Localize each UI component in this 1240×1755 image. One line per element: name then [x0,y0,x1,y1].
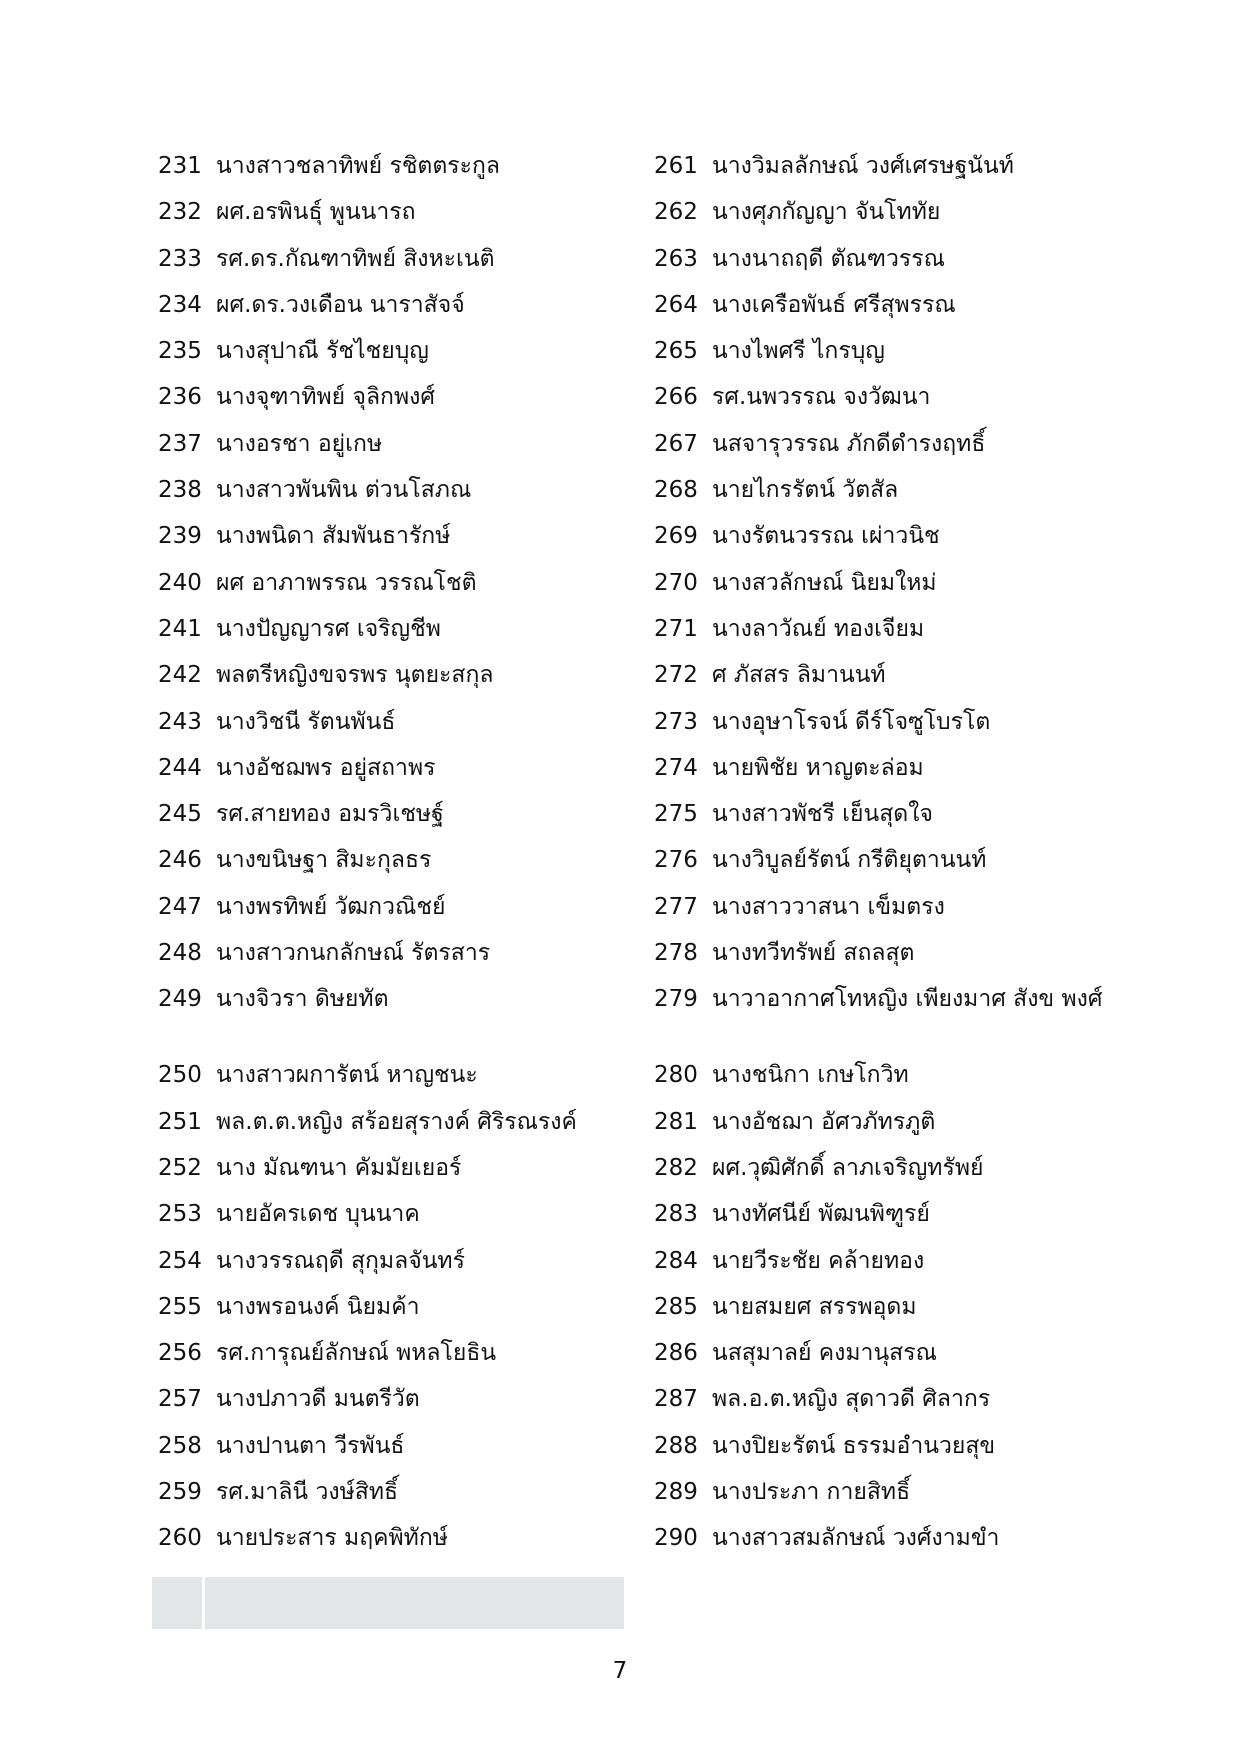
item-number: 285 [654,1293,698,1320]
person-name: นางพนิดา สัมพันธารักษ์ [216,523,451,550]
list-item [654,1247,1124,1293]
list-item [654,661,1124,707]
list-item [158,1200,628,1246]
person-name: นางสาวชลาทิพย์ รชิตตระกูล [216,153,501,179]
item-number: 231 [158,153,202,179]
person-name: นายสมยศ สรรพอุดม [712,1293,917,1320]
item-number: 287 [654,1386,698,1413]
person-name: นางสาวพัชรี เย็นสุดใจ [712,801,933,828]
item-number: 239 [158,523,202,550]
item-number: 234 [158,291,202,318]
person-name: นสสุมาลย์ คงมานุสรณ [712,1340,937,1367]
item-number: 284 [654,1247,698,1274]
person-name: ผศ.วุฒิศักดิ์ ลาภเจริญทรัพย์ [712,1154,984,1181]
list-item [654,198,1124,244]
list-item [158,522,628,568]
list-item [158,985,628,1061]
item-number: 254 [158,1247,202,1274]
item-number: 264 [654,291,698,318]
person-name: นายอัครเดช บุนนาค [216,1201,420,1228]
item-number: 246 [158,847,202,874]
list-item [654,291,1124,337]
list-item [158,1061,628,1107]
list-item [654,1200,1124,1246]
list-item [654,476,1124,522]
list-item [158,1154,628,1200]
item-number: 235 [158,338,202,365]
item-number: 261 [654,153,698,179]
item-number: 270 [654,569,698,596]
item-number: 272 [654,662,698,689]
list-item [654,708,1124,754]
item-number: 259 [158,1479,202,1506]
list-item [654,800,1124,846]
item-number: 281 [654,1108,698,1135]
person-name: นางศุภกัญญา จันโททัย [712,199,941,226]
person-name: ศ ภัสสร ลิมานนท์ [712,662,886,689]
person-name: นางขนิษฐา สิมะกุลธร [216,847,432,874]
item-number: 273 [654,708,698,735]
list-item [158,476,628,522]
item-number: 244 [158,754,202,781]
item-number: 286 [654,1340,698,1367]
list-item [158,152,628,198]
item-number: 255 [158,1293,202,1320]
person-name: รศ.ดร.กัณฑาทิพย์ สิงหะเนติ [216,245,495,272]
item-number: 268 [654,477,698,504]
list-item [158,198,628,244]
item-number: 278 [654,940,698,967]
person-name: รศ.นพวรรณ จงวัฒนา [712,384,931,411]
item-number: 241 [158,615,202,642]
person-name: นางทวีทรัพย์ สถลสุต [712,940,915,967]
empty-table-row [152,1577,624,1629]
item-number: 245 [158,801,202,828]
person-name: นางเครือพันธ์ ศรีสุพรรณ [712,291,956,318]
list-item [654,522,1124,568]
item-number: 277 [654,893,698,920]
list-item [158,291,628,337]
item-number: 279 [654,986,698,1013]
list-item [158,893,628,939]
list-item [654,430,1124,476]
list-item [158,846,628,892]
person-name: นางอัชฌา อัศวภัทรภูติ [712,1108,936,1135]
person-name: พล.ต.ต.หญิง สร้อยสุรางค์ ศิริรณรงค์ [216,1108,577,1135]
person-name: นายไกรรัตน์ วัตสัล [712,477,899,504]
item-number: 248 [158,940,202,967]
list-item [654,152,1124,198]
empty-name-cell [205,1577,624,1629]
person-name: นางพรทิพย์ วัฒกวณิชย์ [216,893,446,920]
person-name: นางปัญญารศ เจริญชีพ [216,615,441,642]
person-name: นางจุฑาทิพย์ จุลิกพงศ์ [216,384,435,411]
list-item [158,1247,628,1293]
list-item [654,846,1124,892]
item-number: 258 [158,1432,202,1459]
item-number: 257 [158,1386,202,1413]
person-name: นางสาวพันพิน ต่วนโสภณ [216,477,472,504]
page-number: 7 [612,1658,628,1684]
list-item [654,615,1124,661]
person-name: ผศ.อรพินธุ์ พูนนารถ [216,199,416,226]
list-item [158,1524,628,1570]
item-number: 271 [654,615,698,642]
person-name: นางวิบูลย์รัตน์ กรีติยุตานนท์ [712,847,987,874]
item-number: 256 [158,1340,202,1367]
item-number: 262 [654,199,698,226]
list-item [158,939,628,985]
item-number: 267 [654,430,698,457]
item-number: 266 [654,384,698,411]
list-item [654,939,1124,985]
list-item [654,1524,1124,1570]
item-number: 253 [158,1201,202,1228]
person-name: นางนาถฤดี ตัณฑวรรณ [712,245,945,272]
person-name: นสจารุวรรณ ภักดีดำรงฤทธิ์ [712,430,986,457]
list-item [158,337,628,383]
person-name: นางชนิกา เกษโกวิท [712,1062,909,1089]
item-number: 232 [158,199,202,226]
list-item [654,383,1124,429]
list-item [158,1339,628,1385]
item-number: 247 [158,893,202,920]
person-name: นางลาวัณย์ ทองเจียม [712,615,925,642]
list-item [654,893,1124,939]
item-number: 237 [158,430,202,457]
item-number: 238 [158,477,202,504]
person-name: นางรัตนวรรณ เผ่าวนิช [712,523,940,550]
person-name: นางวิมลลักษณ์ วงศ์เศรษฐนันท์ [712,153,1014,179]
list-item [654,1385,1124,1431]
list-item [158,708,628,754]
person-name: นางปภาวดี มนตรีวัต [216,1386,420,1413]
list-item [158,430,628,476]
person-name: นางสาวผการัตน์ หาญชนะ [216,1062,478,1089]
item-number: 236 [158,384,202,411]
person-name: ผศ.ดร.วงเดือน นาราสัจจ์ [216,291,465,318]
item-number: 282 [654,1154,698,1181]
person-name: นางทัศนีย์ พัฒนพิฑูรย์ [712,1201,930,1228]
list-item [158,615,628,661]
list-item [158,383,628,429]
list-item [654,245,1124,291]
person-name: นางจิวรา ดิษยทัต [216,986,389,1013]
item-number: 233 [158,245,202,272]
item-number: 243 [158,708,202,735]
list-item [654,1154,1124,1200]
person-name: รศ.มาลินี วงษ์สิทธิ์ [216,1479,399,1506]
list-item [158,1293,628,1339]
name-list-left-column [158,152,628,1571]
list-item [654,1061,1124,1107]
list-item [158,754,628,800]
list-item [654,1339,1124,1385]
item-number: 252 [158,1154,202,1181]
person-name: นางปิยะรัตน์ ธรรมอำนวยสุข [712,1432,996,1459]
item-number: 242 [158,662,202,689]
person-name: นางอัชฌพร อยู่สถาพร [216,754,436,781]
person-name: นางอรชา อยู่เกษ [216,430,383,457]
person-name: นายวีระชัย คล้ายทอง [712,1247,925,1274]
person-name: นางไพศรี ไกรบุญ [712,338,885,365]
item-number: 249 [158,986,202,1013]
item-number: 283 [654,1201,698,1228]
list-item [158,1385,628,1431]
item-number: 288 [654,1432,698,1459]
person-name: นางพรอนงค์ นิยมค้า [216,1293,420,1320]
person-name: นางวรรณฤดี สุกุมลจันทร์ [216,1247,465,1274]
list-item [654,1293,1124,1339]
person-name: นาง มัณฑนา คัมมัยเยอร์ [216,1154,462,1181]
person-name: นางสุปาณี รัชไชยบุญ [216,338,429,365]
person-name: นาวาอากาศโทหญิง เพียงมาศ สังข พงศ์ [712,986,1103,1013]
person-name: พล.อ.ต.หญิง สุดาวดี ศิลากร [712,1386,991,1413]
item-number: 250 [158,1062,202,1089]
item-number: 260 [158,1525,202,1552]
item-number: 240 [158,569,202,596]
empty-number-cell [152,1577,202,1629]
list-item [158,661,628,707]
person-name: นางสาวสมลักษณ์ วงศ์งามขำ [712,1525,1000,1552]
item-number: 290 [654,1525,698,1552]
list-item [654,1432,1124,1478]
person-name: รศ.สายทอง อมรวิเชษฐ์ [216,801,444,828]
person-name: พลตรีหญิงขจรพร นุตยะสกุล [216,662,494,689]
item-number: 275 [654,801,698,828]
list-item [158,245,628,291]
list-item [158,1432,628,1478]
item-number: 289 [654,1479,698,1506]
item-number: 265 [654,338,698,365]
item-number: 269 [654,523,698,550]
list-item [158,569,628,615]
list-item [158,1108,628,1154]
item-number: 276 [654,847,698,874]
name-list-right-column [654,152,1124,1571]
person-name: นางปานตา วีรพันธ์ [216,1432,405,1459]
list-item [654,985,1124,1061]
item-number: 274 [654,754,698,781]
person-name: นายพิชัย หาญตะล่อม [712,754,924,781]
person-name: นางประภา กายสิทธิ์ [712,1479,911,1506]
person-name: รศ.การุณย์ลักษณ์ พหลโยธิน [216,1340,497,1367]
person-name: นางวิชนี รัตนพันธ์ [216,708,396,735]
person-name: นายประสาร มฤคพิทักษ์ [216,1525,448,1552]
person-name: นางอุษาโรจน์ ดีร์โจซูโบรโต [712,708,991,735]
person-name: นางสาววาสนา เข็มตรง [712,893,945,920]
list-item [654,754,1124,800]
person-name: ผศ อาภาพรรณ วรรณโชติ [216,569,477,596]
list-item [654,1478,1124,1524]
person-name: นางสวลักษณ์ นิยมใหม่ [712,569,937,596]
person-name: นางสาวกนกลักษณ์ รัตรสาร [216,940,491,967]
list-item [654,337,1124,383]
list-item [654,1108,1124,1154]
item-number: 263 [654,245,698,272]
list-item [654,569,1124,615]
list-item [158,800,628,846]
item-number: 251 [158,1108,202,1135]
list-item [158,1478,628,1524]
item-number: 280 [654,1062,698,1089]
